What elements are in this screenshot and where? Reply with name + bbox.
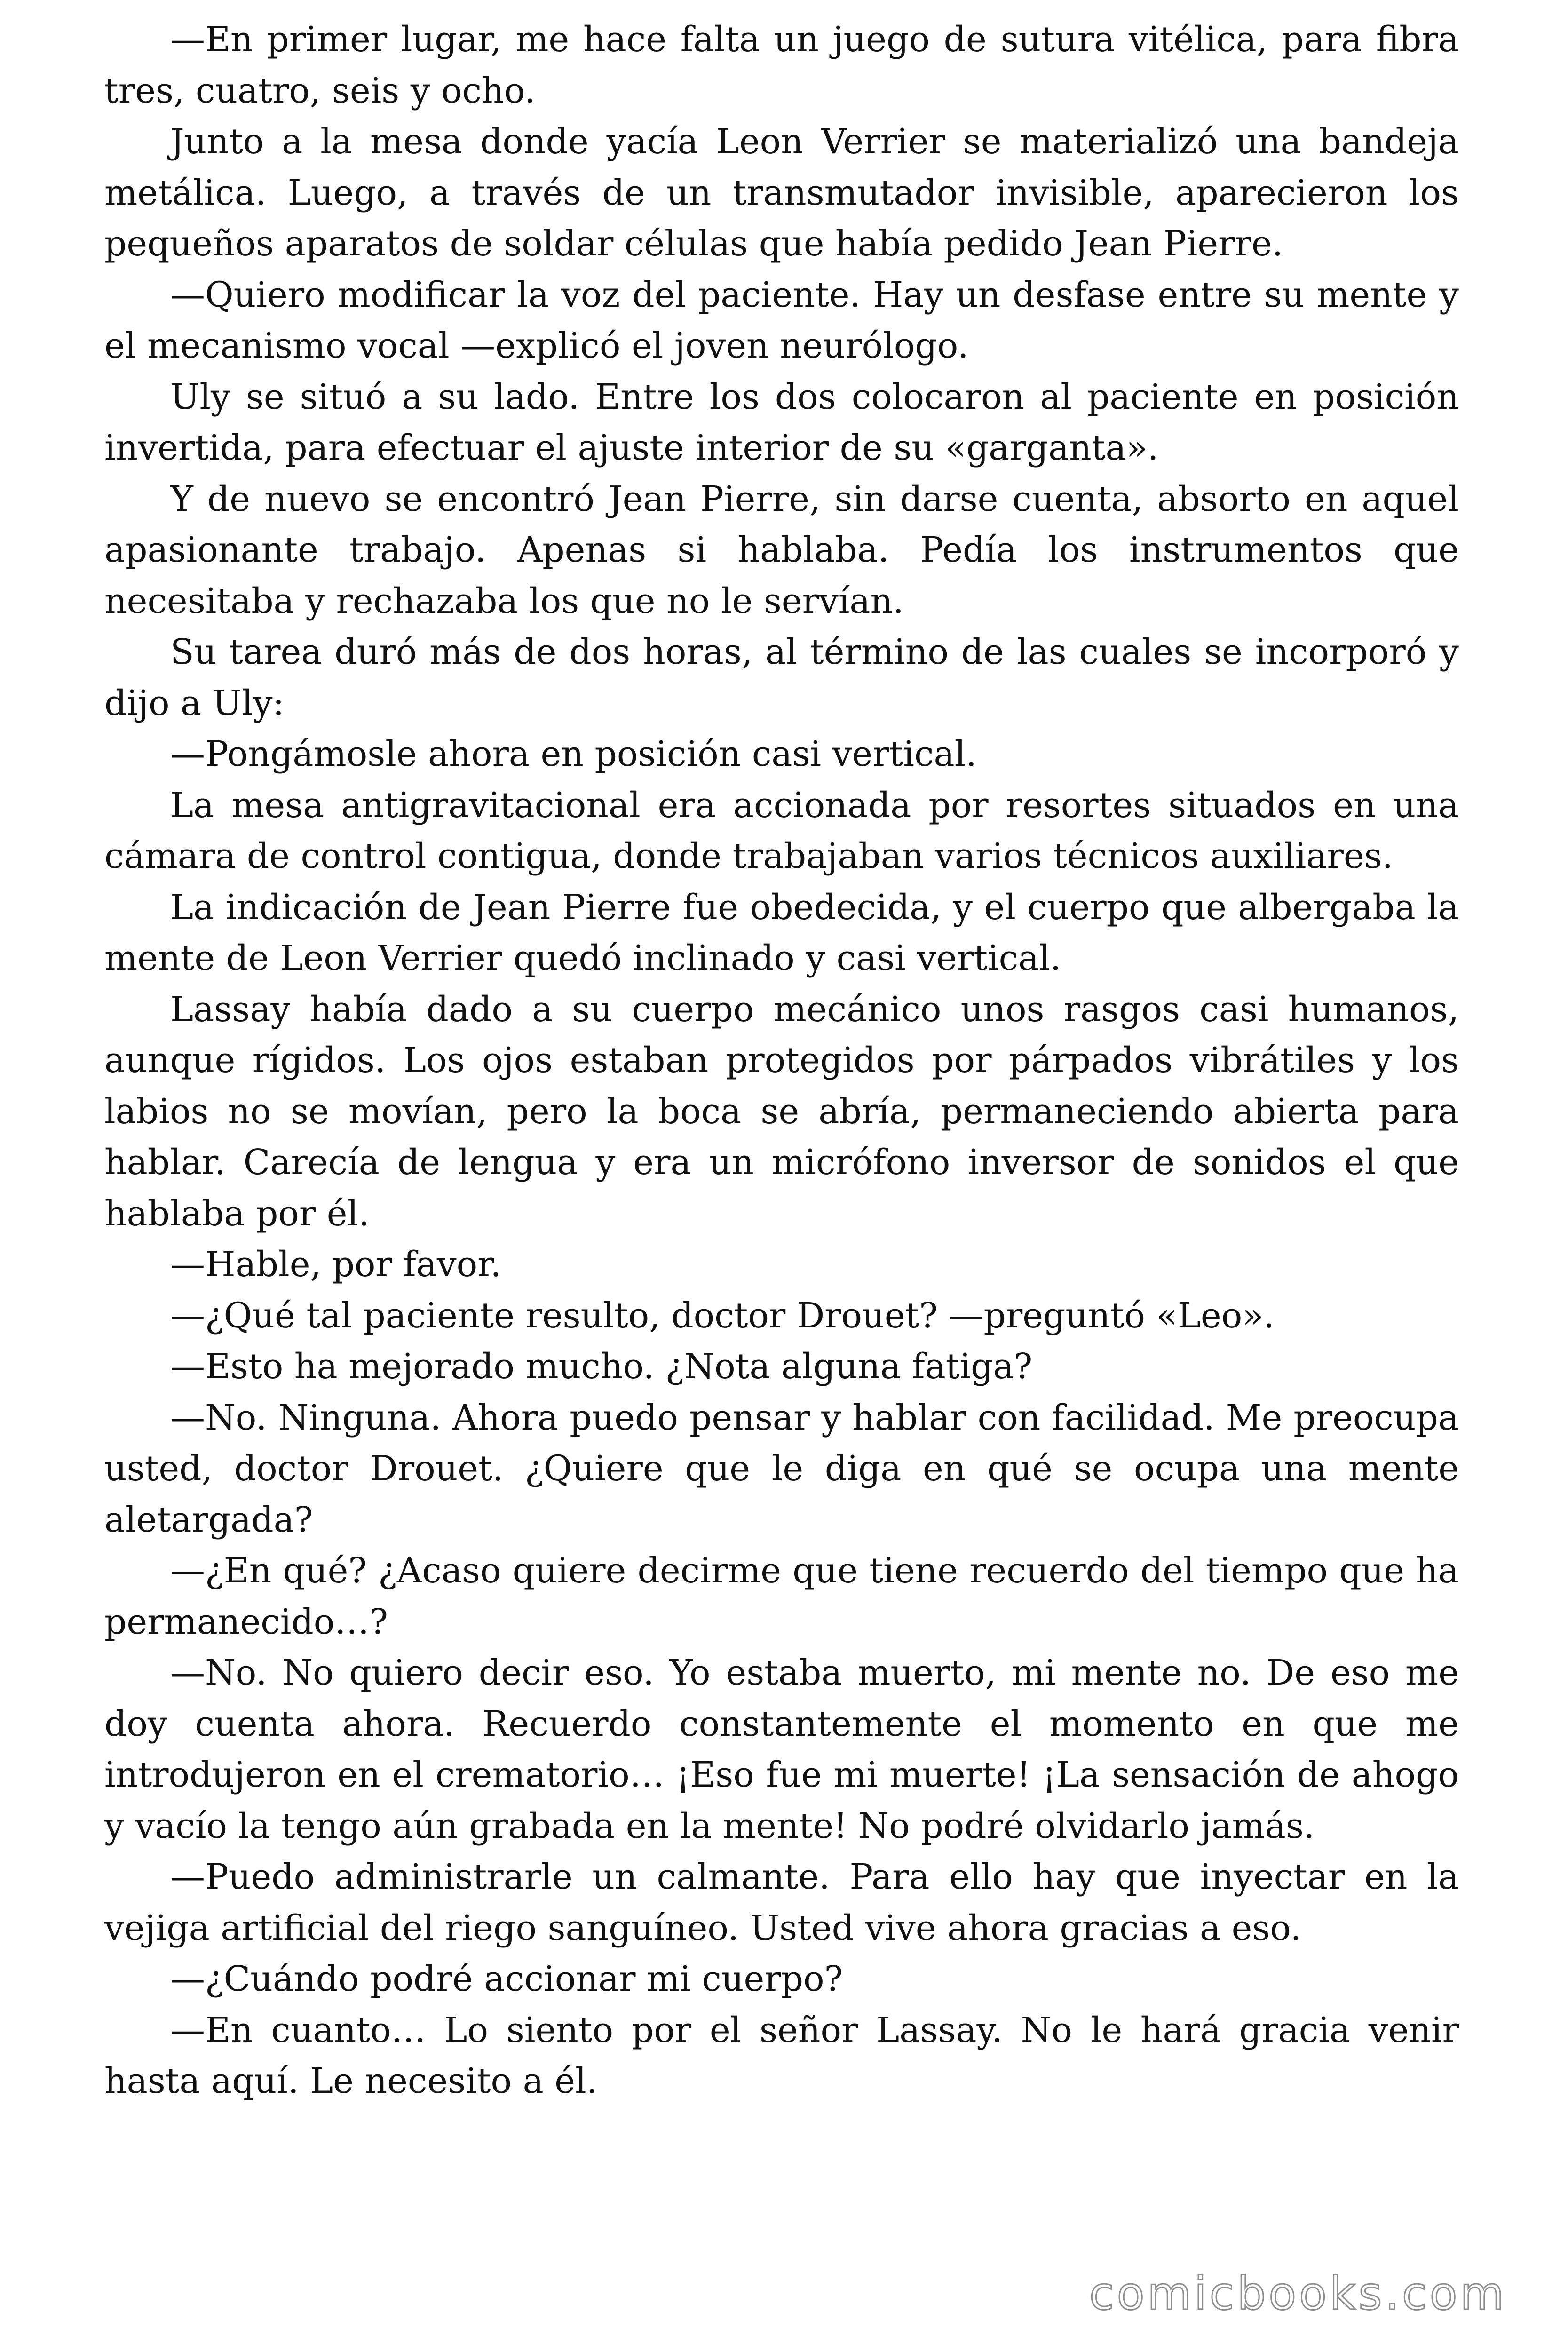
- paragraph-1: —En primer lugar, me hace falta un juego de sutura vitélica, para fibra tres, cuatro, seis y ocho.: [104, 19, 1459, 111]
- paragraph-16: —No. No quiero decir eso. Yo estaba muerto, mi mente no. De eso me doy cuenta ahora. Recuerdo constantemente el momento en que me introdujeron en el crematorio… ¡Eso fue mi muerte! ¡La sensación de ahogo y vacío la tengo aún grabada en la mente! No podré olvidarlo jamás.: [104, 1653, 1459, 1846]
- paragraph-2: Junto a la mesa donde yacía Leon Verrier se materializó una bandeja metálica. Luego, a través de un transmutador invisible, aparecieron los pequeños aparatos de soldar células que había pedido Jean Pierre.: [104, 121, 1459, 264]
- paragraph-3: —Quiero modificar la voz del paciente. Hay un desfase entre su mente y el mecanismo vocal —explicó el joven neurólogo.: [104, 274, 1459, 366]
- paragraph-4: Uly se situó a su lado. Entre los dos colocaron al paciente en posición invertida, para efectuar el ajuste interior de su «garganta».: [104, 376, 1459, 468]
- paragraph-15: —¿En qué? ¿Acaso quiere decirme que tiene recuerdo del tiempo que ha permanecido…?: [104, 1550, 1459, 1642]
- paragraph-19: —En cuanto… Lo siento por el señor Lassay. No le hará gracia venir hasta aquí. Le necesito a él.: [104, 2010, 1459, 2101]
- paragraph-18: —¿Cuándo podré accionar mi cuerpo?: [170, 1959, 843, 1999]
- paragraph-14: —No. Ninguna. Ahora puedo pensar y hablar con facilidad. Me preocupa usted, doctor Drouet. ¿Quiere que le diga en qué se ocupa una mente aletargada?: [104, 1397, 1459, 1540]
- paragraph-5: Y de nuevo se encontró Jean Pierre, sin darse cuenta, absorto en aquel apasionante trabajo. Apenas si hablaba. Pedía los instrumentos que necesitaba y rechazaba los que no le servían.: [104, 478, 1459, 621]
- paragraph-11: —Hable, por favor.: [170, 1244, 501, 1285]
- paragraph-13: —Esto ha mejorado mucho. ¿Nota alguna fatiga?: [170, 1346, 1033, 1387]
- paragraph-6: Su tarea duró más de dos horas, al término de las cuales se incorporó y dijo a Uly:: [104, 632, 1459, 723]
- paragraph-12: —¿Qué tal paciente resulto, doctor Drouet? —preguntó «Leo».: [170, 1295, 1275, 1336]
- paragraph-10: Lassay había dado a su cuerpo mecánico unos rasgos casi humanos, aunque rígidos. Los ojos estaban protegidos por párpados vibrátiles y los labios no se movían, pero la boca se abría, permaneciendo abierta para hablar. Carecía de lengua y era un micrófono inversor de sonidos el que hablaba por él.: [104, 989, 1459, 1234]
- watermark-logo: comicbooks.com: [1089, 2267, 1507, 2320]
- book-page-text: [104, 14, 1459, 2107]
- paragraph-17: —Puedo administrarle un calmante. Para ello hay que inyectar en la vejiga artificial del riego sanguíneo. Usted vive ahora gracias a eso.: [104, 1857, 1459, 1948]
- paragraph-8: La mesa antigravitacional era accionada por resortes situados en una cámara de control contigua, donde trabajaban varios técnicos auxiliares.: [104, 785, 1459, 876]
- paragraph-7: —Pongámosle ahora en posición casi vertical.: [170, 734, 977, 774]
- paragraph-9: La indicación de Jean Pierre fue obedecida, y el cuerpo que albergaba la mente de Leon Verrier quedó inclinado y casi vertical.: [104, 887, 1459, 978]
